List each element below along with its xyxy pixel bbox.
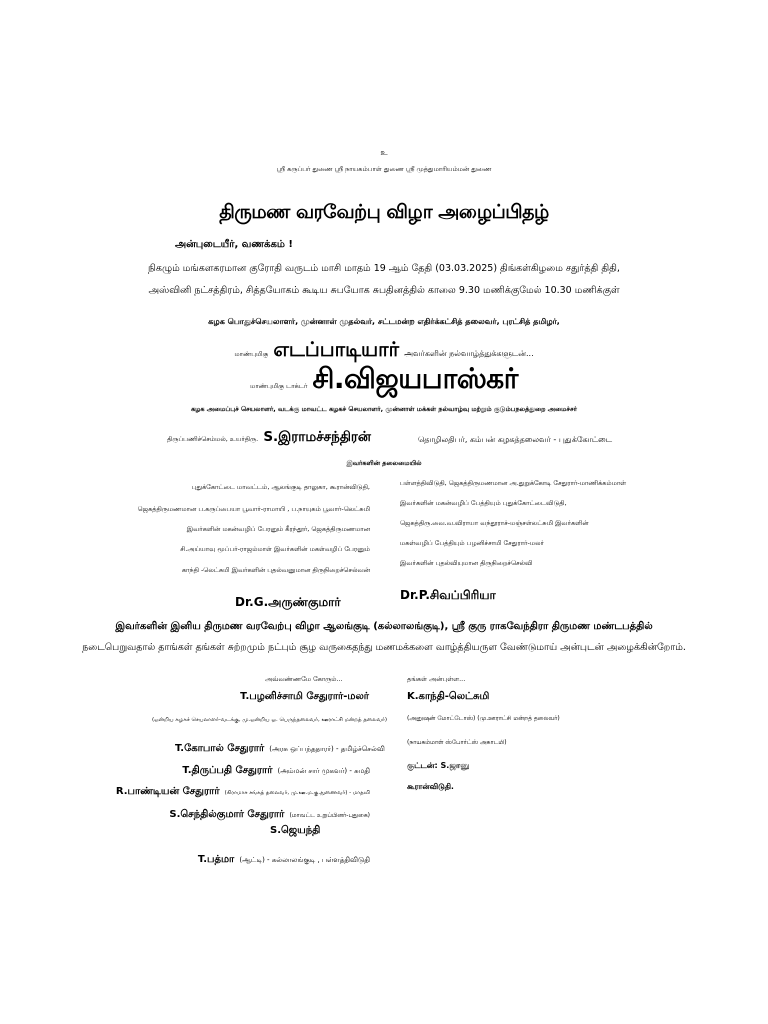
host-entry [150,804,370,820]
host-note: (ஒன்றிய கழகச் செயலாளர்-வடக்கு, மு.ஒன்றிய ஓ. பெருந்தலைவர், ஊராட்சி மன்றத் தலைவர்) [152,717,387,723]
groom-family-line: இவர்களின் மகன்வழிப் பேரனும் கீரந்தூர், ஜெகத்திருமணமான [186,525,370,533]
guest-roles: கழக பொதுச்செயலாளர், முன்னாள் முதல்வர், சட்டமன்ற எதிர்க்கட்சித் தலைவர், புரட்சித் தமிழர், [208,317,560,326]
chief-roles: கழக அமைப்புச் செயலாளர், வடக்கு மாவட்ட கழகச் செயலாளர், முன்னாள் மக்கள் நல்வாழ்வு மற்றும் குடும்பநலத்துறை அமைச்சர் [191,405,577,413]
host-name: T.திருப்பதி சேதுரார் [182,765,273,776]
chief-line [0,362,768,395]
host-name: T.பத்மா [197,854,235,865]
bride-family-line: ஜெகத்திரு.வை.வ.விராயா வந்தூராச்-மஞ்சள்லட்சுமி இவர்களின் [400,519,589,527]
guest-suffix: அவர்களின் நல்வாழ்த்துக்களுடன்... [404,349,534,358]
date-line: நிகழும் மங்களகரமான குரோதி வருடம் மாசி மாதம் 19 ஆம் தேதி (03.03.2025) திங்கள்கிழமை சதுர்த்தி திதி, [148,263,620,274]
bride-name: Dr.P.சிவப்பிரியா [400,588,496,602]
time-line: அஸ்வினி நட்சத்திரம், சித்தயோகம் கூடிய சுபயோக சுபதினத்தில் காலை 9.30 மணிக்குமேல் 10.30 மணிக்குள் [148,285,620,296]
host-entry [175,738,385,754]
hosts-right-note: குட்டன்: S.ஜானு [407,761,470,770]
host-entry [170,760,370,776]
bride-family-line: இவர்களின் புதல்வியுமான திருநிறைச்செல்வி [400,559,533,567]
host-entry: T.பழனிச்சாமி சேதுரார்-மலர் [240,691,369,702]
host-name: T.கோபால் சேதுரார் [175,743,265,754]
bride-family-line: மகள்வழிப் பேத்தியும் பழனிச்சாமி சேதுரார்-மலர் [400,539,544,547]
greeting: அன்புடையீர், வணக்கம் ! [175,239,293,250]
hosts-right-heading: தங்கள் அன்புள்ள... [407,675,466,683]
guest-line [0,339,768,359]
groom-family-line: புதுக்கோட்டை மாவட்டம், ஆலங்குடி தாலுகா, கூரான்விடுதி, [191,483,370,491]
host-name: S.செந்தில்குமார் சேதுரார் [169,809,285,820]
guest-prefix: மாண்புமிகு [234,350,269,358]
host-name: R.பாண்டியன் சேதுரார் [115,786,220,797]
bride-family-line: பள்ளத்திவிடுதி, ஜெகத்திருமணமான அ.துறுக்கோடி சேதுரார்-மாணிக்கம்மாள் [400,479,627,487]
chief-prefix: மாண்புமிகு டாக்டர் [250,382,308,390]
presider-name: S.இராமச்சந்திரன் [263,429,371,445]
host-note: (ஆட்டி) - கல்லாலங்குடி , பள்ளத்திவிடுதி [239,856,370,864]
groom-family-line: சி.அய்யாவு மூப்பர்-ராஜம்மாள் இவர்களின் மகள்வழிப் பேரனும் [180,545,370,553]
presider-under: இவர்களின் தலைமையில் [346,459,422,467]
host-entry [150,849,370,865]
presider-desc: தொழிலதிபர், கம்பன் கழகத்தலைவர் - புதுக்கோட்டை [418,435,613,444]
presider-prefix: திருப்பணிச்செம்மல், உயர்திரு. [167,435,259,443]
guest-name: எடப்பாடியார் [273,337,400,361]
chief-name: சி.விஜயபாஸ்கர் [312,362,518,395]
groom-family-line: காந்தி -லெட்சுமி இவர்களின் புதல்வனுமான திருநிறைச்செல்வன் [181,566,370,574]
hosts-right-note: கூரான்விடுதி. [407,782,454,791]
presider-line [167,428,371,445]
invitation-line: நடைபெறுவதால் தாங்கள் தங்கள் சுற்றமும் நட்பும் சூழ வருகைதந்து மணமக்களை வாழ்த்தியருள வேண்டுமாய் அன்புடன் அழைக்கின்றோம். [82,642,686,653]
hosts-right-note: (அனுஷன் மோட்டோஸ்) (மு.ஊராட்சி மன்றத் தலைவர்) [407,715,560,722]
host-note: (அம்மன் சார் முகவர்) - சுமதி [277,767,370,775]
bride-family-line: இவர்களின் மகன்வழிப் பேத்தியும் புதுக்கோட்டைவிடுதி, [400,499,567,507]
host-entry: S.ஜெயந்தி [270,825,321,836]
hosts-right-note: (நாயகம்மாள் ஸ்போர்ட்ஸ் அகாடமி) [407,739,507,746]
host-note: (மாவட்ட உறுப்பினர்-புதுகை) [289,812,370,819]
groom-family-line: ஜெகத்திருமணமான ப.கருப்பையா பூவார்-ராமாயி , ப.நாயுகம் பூவார்-லெட்சுமி [137,505,370,513]
groom-name: Dr.G.அருண்குமார் [235,595,341,609]
host-note: (கிராமாச சங்கத் தலைவர், மு.ஊ.ம.கு.துணைவர்) - மாதவி [224,790,370,796]
hosts-left-heading: அவ்வண்ணமே கோரும்... [265,675,343,683]
venue-line: இவர்களின் இனிய திருமண வரவேற்பு விழா ஆலங்குடி (கல்லாலங்குடி), ஸ்ரீ குரு ராகவேந்திரா திருமண மண்டபத்தில் [115,621,653,632]
deity-blessings: ஸ்ரீ கருப்பர் துணை ஸ்ரீ நாயகம்பாள் துணை ஸ்ரீ முத்துமாரியம்மன் துணை [276,165,492,173]
hosts-right-name: K.காந்தி-லெட்சுமி [407,691,490,702]
pillaiyar-suli: உ [380,148,388,157]
page-title: திருமண வரவேற்பு விழா அழைப்பிதழ் [219,201,549,223]
host-note: (அரசு ஒப்பந்ததாரர்) - தமிழ்ச்செல்வி [269,745,385,753]
host-entry [110,781,370,797]
